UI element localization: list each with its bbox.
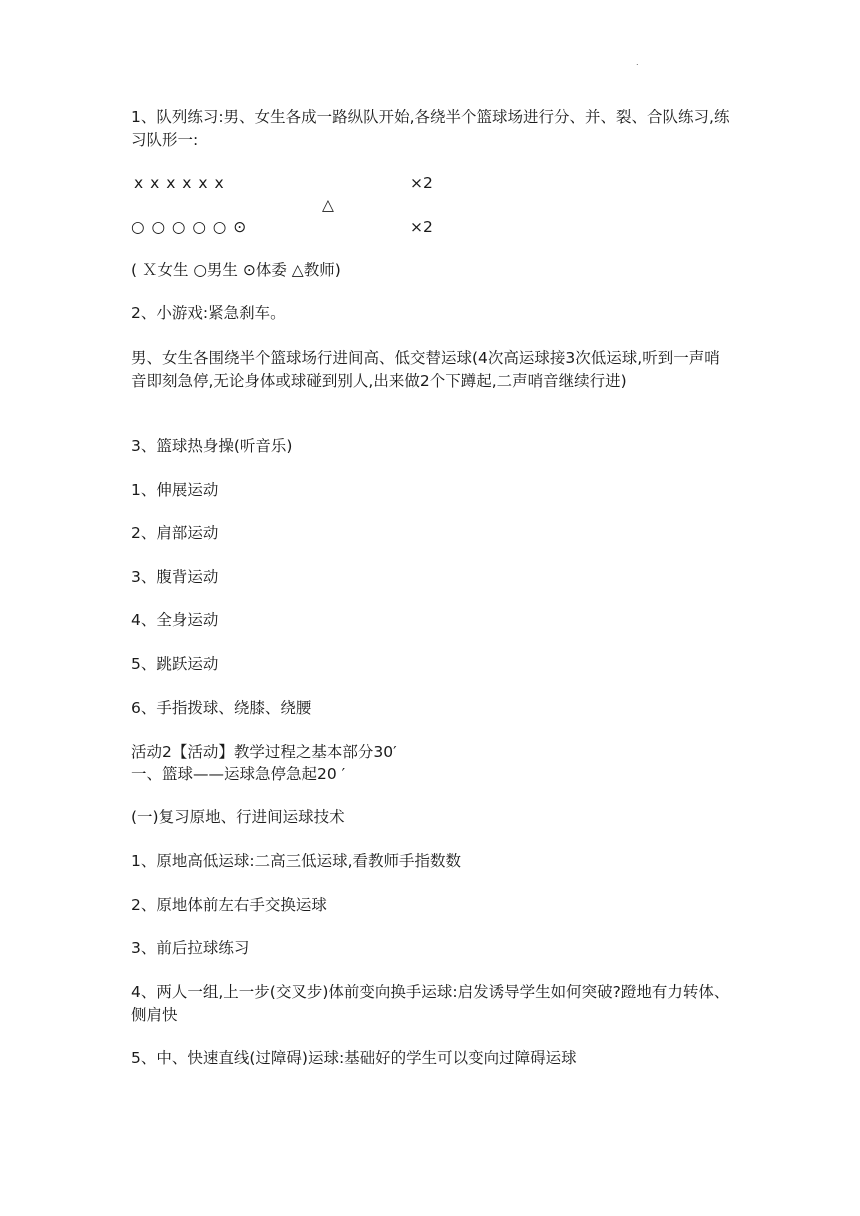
teacher-symbol: △ xyxy=(322,196,334,214)
formation-row-girls-count: ×2 xyxy=(410,174,433,192)
list-item: 6、手指拨球、绕膝、绕腰 xyxy=(131,699,312,717)
list-item: 1、原地高低运球:二高三低运球,看教师手指数数 xyxy=(131,852,462,870)
paragraph-warmup-title: 3、篮球热身操(听音乐) xyxy=(131,437,293,455)
page-mark: . xyxy=(636,58,639,67)
list-item: 4、全身运动 xyxy=(131,611,219,629)
list-item: 3、前后拉球练习 xyxy=(131,939,250,957)
list-item: 4、两人一组,上一步(交叉步)体前变向换手运球:启发诱导学生如何突破?蹬地有力转体、侧肩快 xyxy=(131,983,730,1024)
paragraph-game-title: 2、小游戏:紧急刹车。 xyxy=(131,304,286,322)
list-item: 2、肩部运动 xyxy=(131,524,219,542)
list-item: 1、伸展运动 xyxy=(131,481,219,499)
formation-row-boys: ○ ○ ○ ○ ○ ⊙ xyxy=(131,218,247,236)
paragraph-formation-drill: 1、队列练习:男、女生各成一路纵队开始,各绕半个篮球场进行分、并、裂、合队练习,练习队形一: xyxy=(131,108,730,149)
subsection-title: (一)复习原地、行进间运球技术 xyxy=(131,808,345,826)
formation-row-boys-count: ×2 xyxy=(410,218,433,236)
list-item: 5、中、快速直线(过障碍)运球:基础好的学生可以变向过障碍运球 xyxy=(131,1049,577,1067)
list-item: 3、腹背运动 xyxy=(131,568,219,586)
paragraph-game-description: 男、女生各围绕半个篮球场行进间高、低交替运球(4次高运球接3次低运球,听到一声哨音即刻急停,无论身体或球碰到别人,出来做2个下蹲起,二声哨音继续行进) xyxy=(131,349,720,390)
section-title: 一、篮球——运球急停急起20 ′ xyxy=(131,765,346,783)
list-item: 5、跳跃运动 xyxy=(131,655,219,673)
formation-row-girls: x x x x x x xyxy=(134,174,225,192)
activity-title: 活动2【活动】教学过程之基本部分30′ xyxy=(131,743,397,761)
formation-legend: ( Ｘ女生 ○男生 ⊙体委 △教师) xyxy=(131,261,341,279)
list-item: 2、原地体前左右手交换运球 xyxy=(131,896,327,914)
